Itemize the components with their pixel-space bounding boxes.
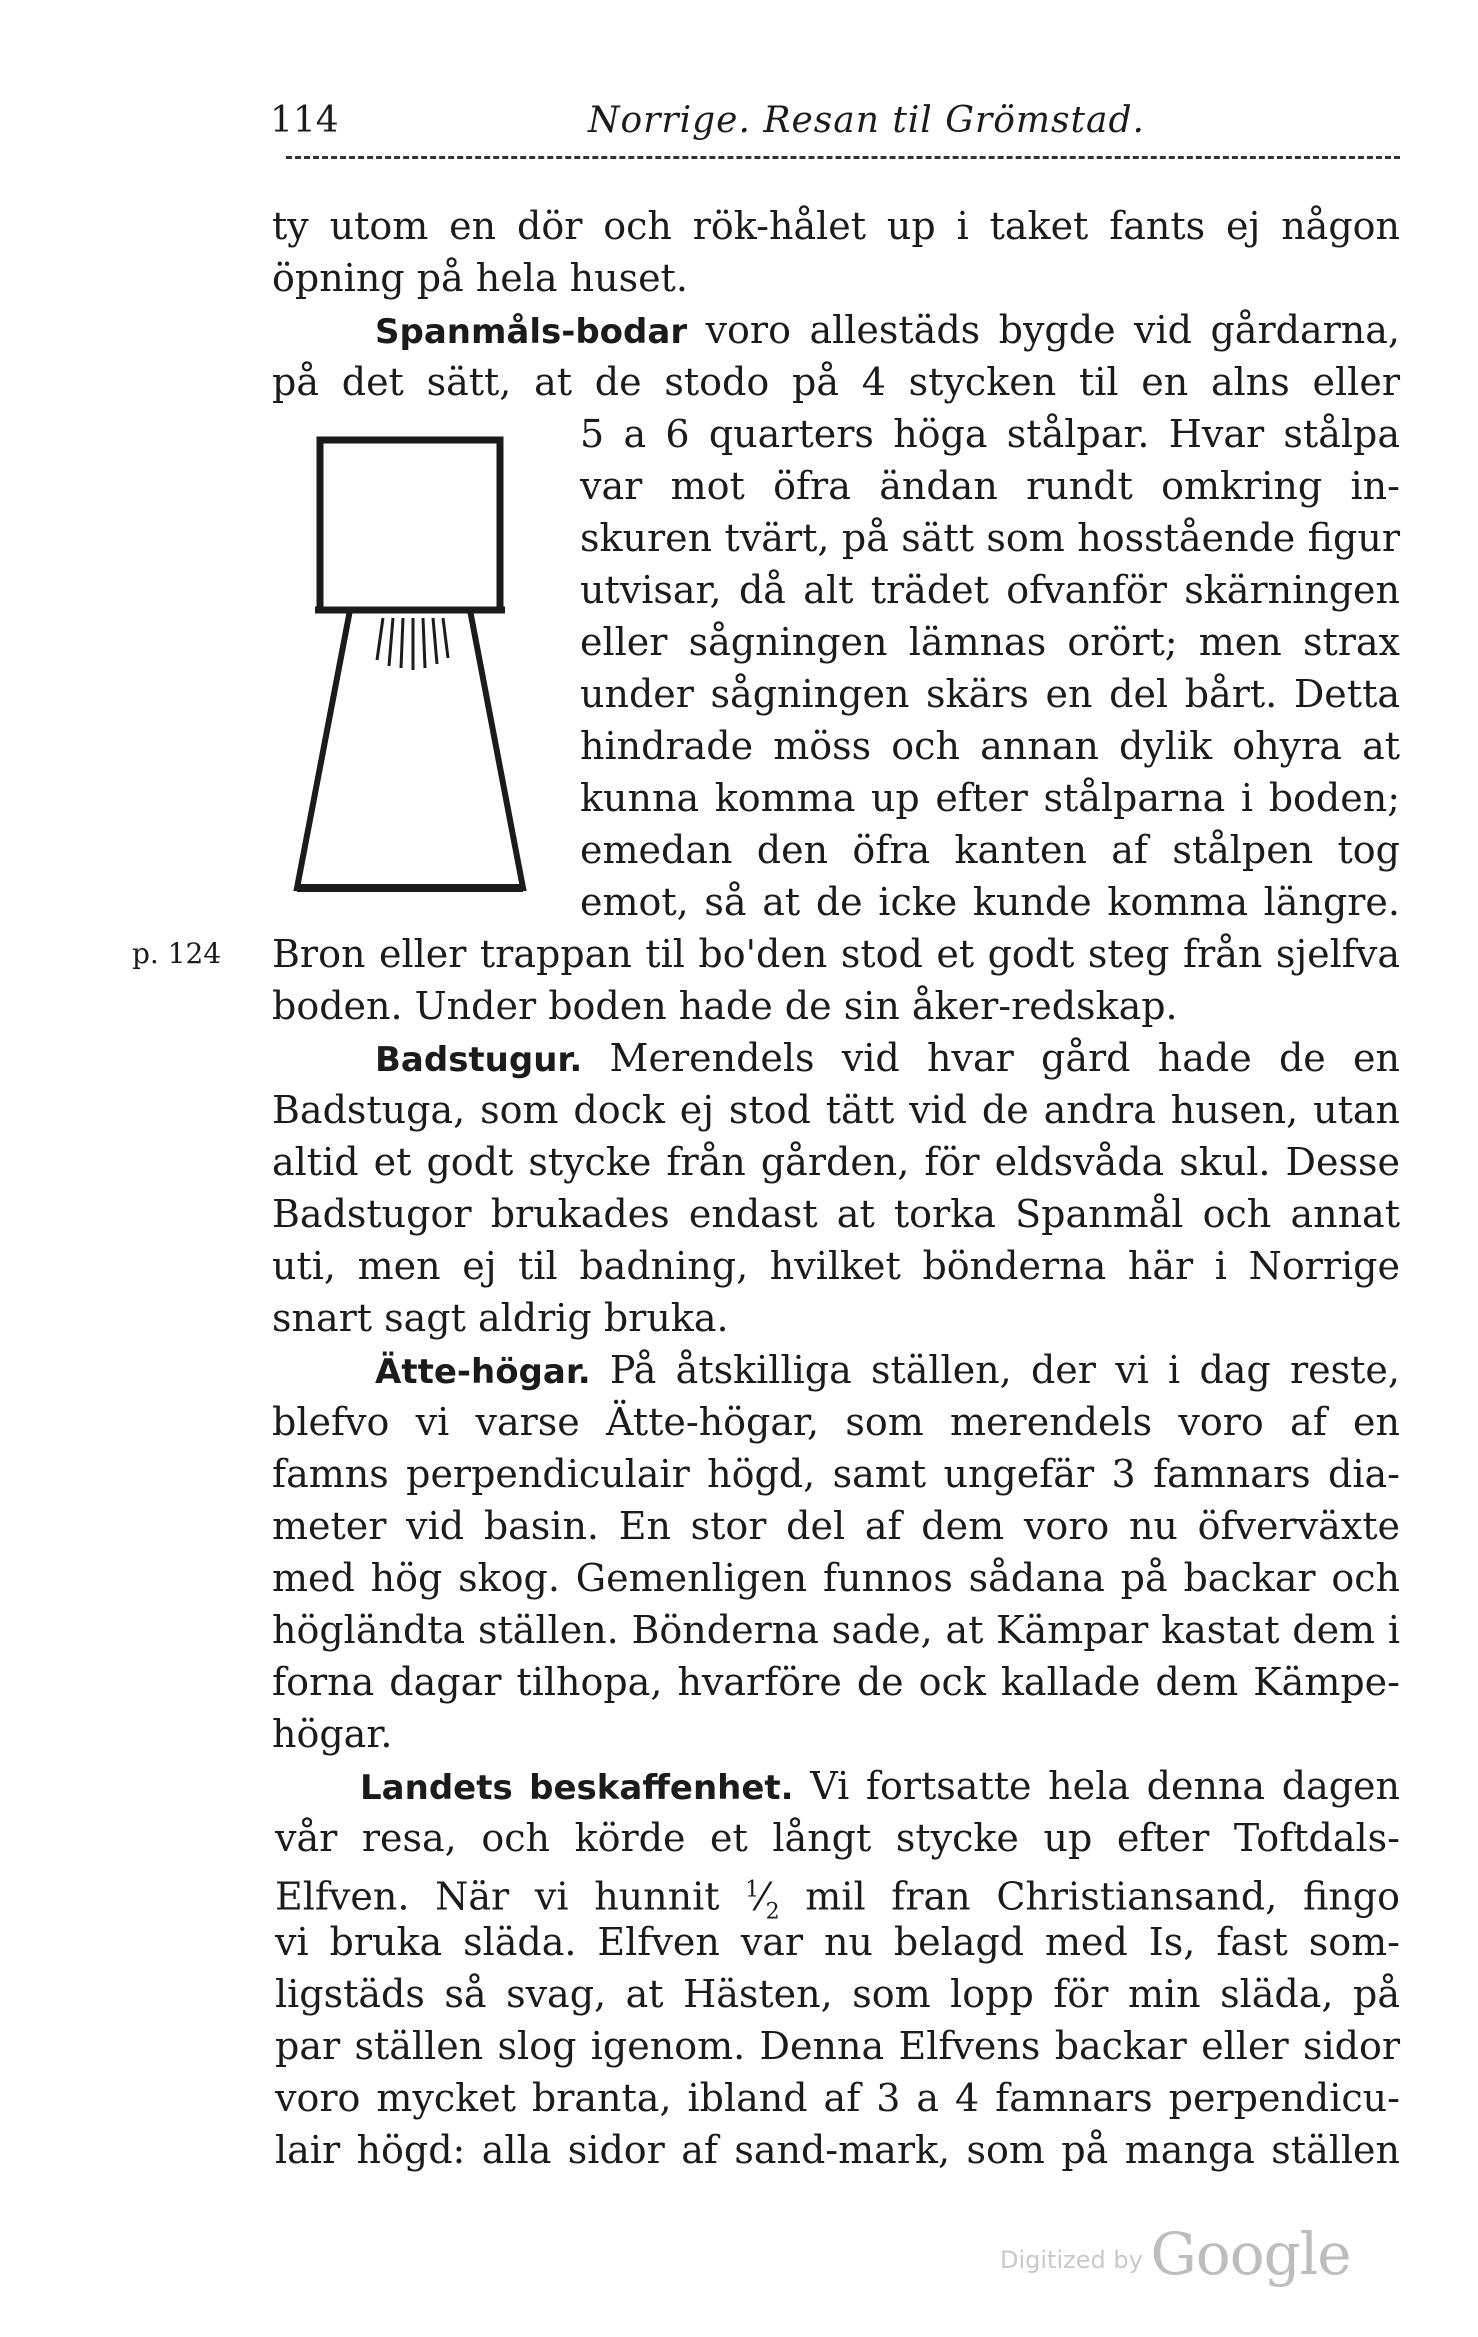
text-line: högar. (272, 1712, 393, 1756)
text-line: lair högd: alla sidor af sand-mark, som på manga ställen (275, 2128, 1400, 2172)
text-line: vi bruka släda. Elfven var nu belagd med Is, fast som- (275, 1920, 1400, 1964)
text-line: kunna komma up efter stålparna i boden; (580, 776, 1400, 820)
text-line: boden. Under boden hade de sin åker-redskap. (272, 984, 1178, 1028)
storehouse-post-figure (285, 428, 535, 913)
text-line: voro mycket branta, ibland af 3 a 4 famnars perpendicu- (275, 2076, 1400, 2120)
text-line: utvisar, då alt trädet ofvanför skärningen (580, 568, 1400, 612)
section-heading-spanmals: Spanmåls-bodar (375, 312, 688, 352)
section-heading-landets: Landets beskaffenhet. (360, 1768, 794, 1808)
text-line: blefvo vi varse Ätte-högar, som merendels voro af en (272, 1400, 1400, 1444)
text-line: altid et godt stycke från gården, för eldsvåda skul. Desse (272, 1140, 1400, 1184)
text-line: Bron eller trappan til bo'den stod et godt steg från sjelfva (272, 932, 1400, 976)
running-title: Norrige. Resan til Grömstad. (588, 100, 1145, 141)
text-line: famns perpendiculair högd, samt ungefär 3 famnars dia- (272, 1452, 1400, 1496)
text-line: Elfven. När vi hunnit $^1⁄_2$ mil fran Christiansand, fingo (275, 1874, 1400, 1925)
text-line: på det sätt, at de stodo på 4 stycken til en alns eller (272, 360, 1400, 404)
text-line: par ställen slog igenom. Denna Elfvens backar eller sidor (275, 2024, 1400, 2068)
text-line: emedan den öfra kanten af stålpen tog (580, 828, 1400, 872)
text-line: Badstuga, som dock ej stod tätt vid de andra husen, utan (272, 1088, 1400, 1132)
section-heading-atte: Ätte-högar. (375, 1352, 591, 1392)
text-line: Landets beskaffenhet. Vi fortsatte hela denna dagen (360, 1764, 1401, 1808)
fraction-half: $^1⁄_2$ (745, 1874, 780, 1925)
text-line: under sågningen skärs en del bårt. Detta (580, 672, 1400, 716)
text-line: snart sagt aldrig bruka. (272, 1296, 729, 1340)
text-line: Spanmåls-bodar voro allestäds bygde vid gårdarna, (375, 308, 1400, 352)
text-line: högländta ställen. Bönderna sade, at Kämpar kastat dem i (272, 1608, 1400, 1652)
text-line: var mot öfra ändan rundt omkring in- (580, 464, 1400, 508)
text-line: uti, men ej til badning, hvilket bönderna här i Norrige (272, 1244, 1400, 1288)
text-line: 5 a 6 quarters höga stålpar. Hvar stålpa (580, 412, 1400, 456)
header-rule (286, 156, 1400, 159)
text-line: vår resa, och körde et långt stycke up efter Toftdals- (275, 1816, 1400, 1860)
text-line: skuren tvärt, på sätt som hosstående figur (580, 516, 1400, 560)
digitized-prefix: Digitized by (1000, 2246, 1143, 2274)
text-line: forna dagar tilhopa, hvarföre de ock kallade dem Kämpe- (272, 1660, 1400, 1704)
text-line: meter vid basin. En stor del af dem voro nu öfverväxte (272, 1504, 1400, 1548)
google-logo: Google (1150, 2220, 1351, 2288)
text-line: med hög skog. Gemenligen funnos sådana på backar och (272, 1556, 1400, 1600)
digitized-watermark (1000, 2220, 1351, 2288)
page-header (270, 100, 1400, 160)
text-line: Badstugur. Merendels vid hvar gård hade de en (375, 1036, 1400, 1080)
text-line: Ätte-högar. På åtskilliga ställen, der vi i dag reste, (375, 1348, 1400, 1392)
text-line: ty utom en dör och rök-hålet up i taket fants ej någon (272, 204, 1400, 248)
text-line: öpning på hela huset. (272, 256, 688, 300)
margin-reference: p. 124 (132, 937, 222, 970)
text-line: hindrade möss och annan dylik ohyra at (580, 724, 1400, 768)
text-line: emot, så at de icke kunde komma längre. (580, 880, 1400, 924)
text-line: eller sågningen lämnas orört; men strax (580, 620, 1400, 664)
section-heading-badstugur: Badstugur. (375, 1040, 583, 1080)
text-line: Badstugor brukades endast at torka Spanmål och annat (272, 1192, 1400, 1236)
text-line: ligstäds så svag, at Hästen, som lopp för min släda, på (275, 1972, 1400, 2016)
page-number: 114 (270, 100, 339, 141)
